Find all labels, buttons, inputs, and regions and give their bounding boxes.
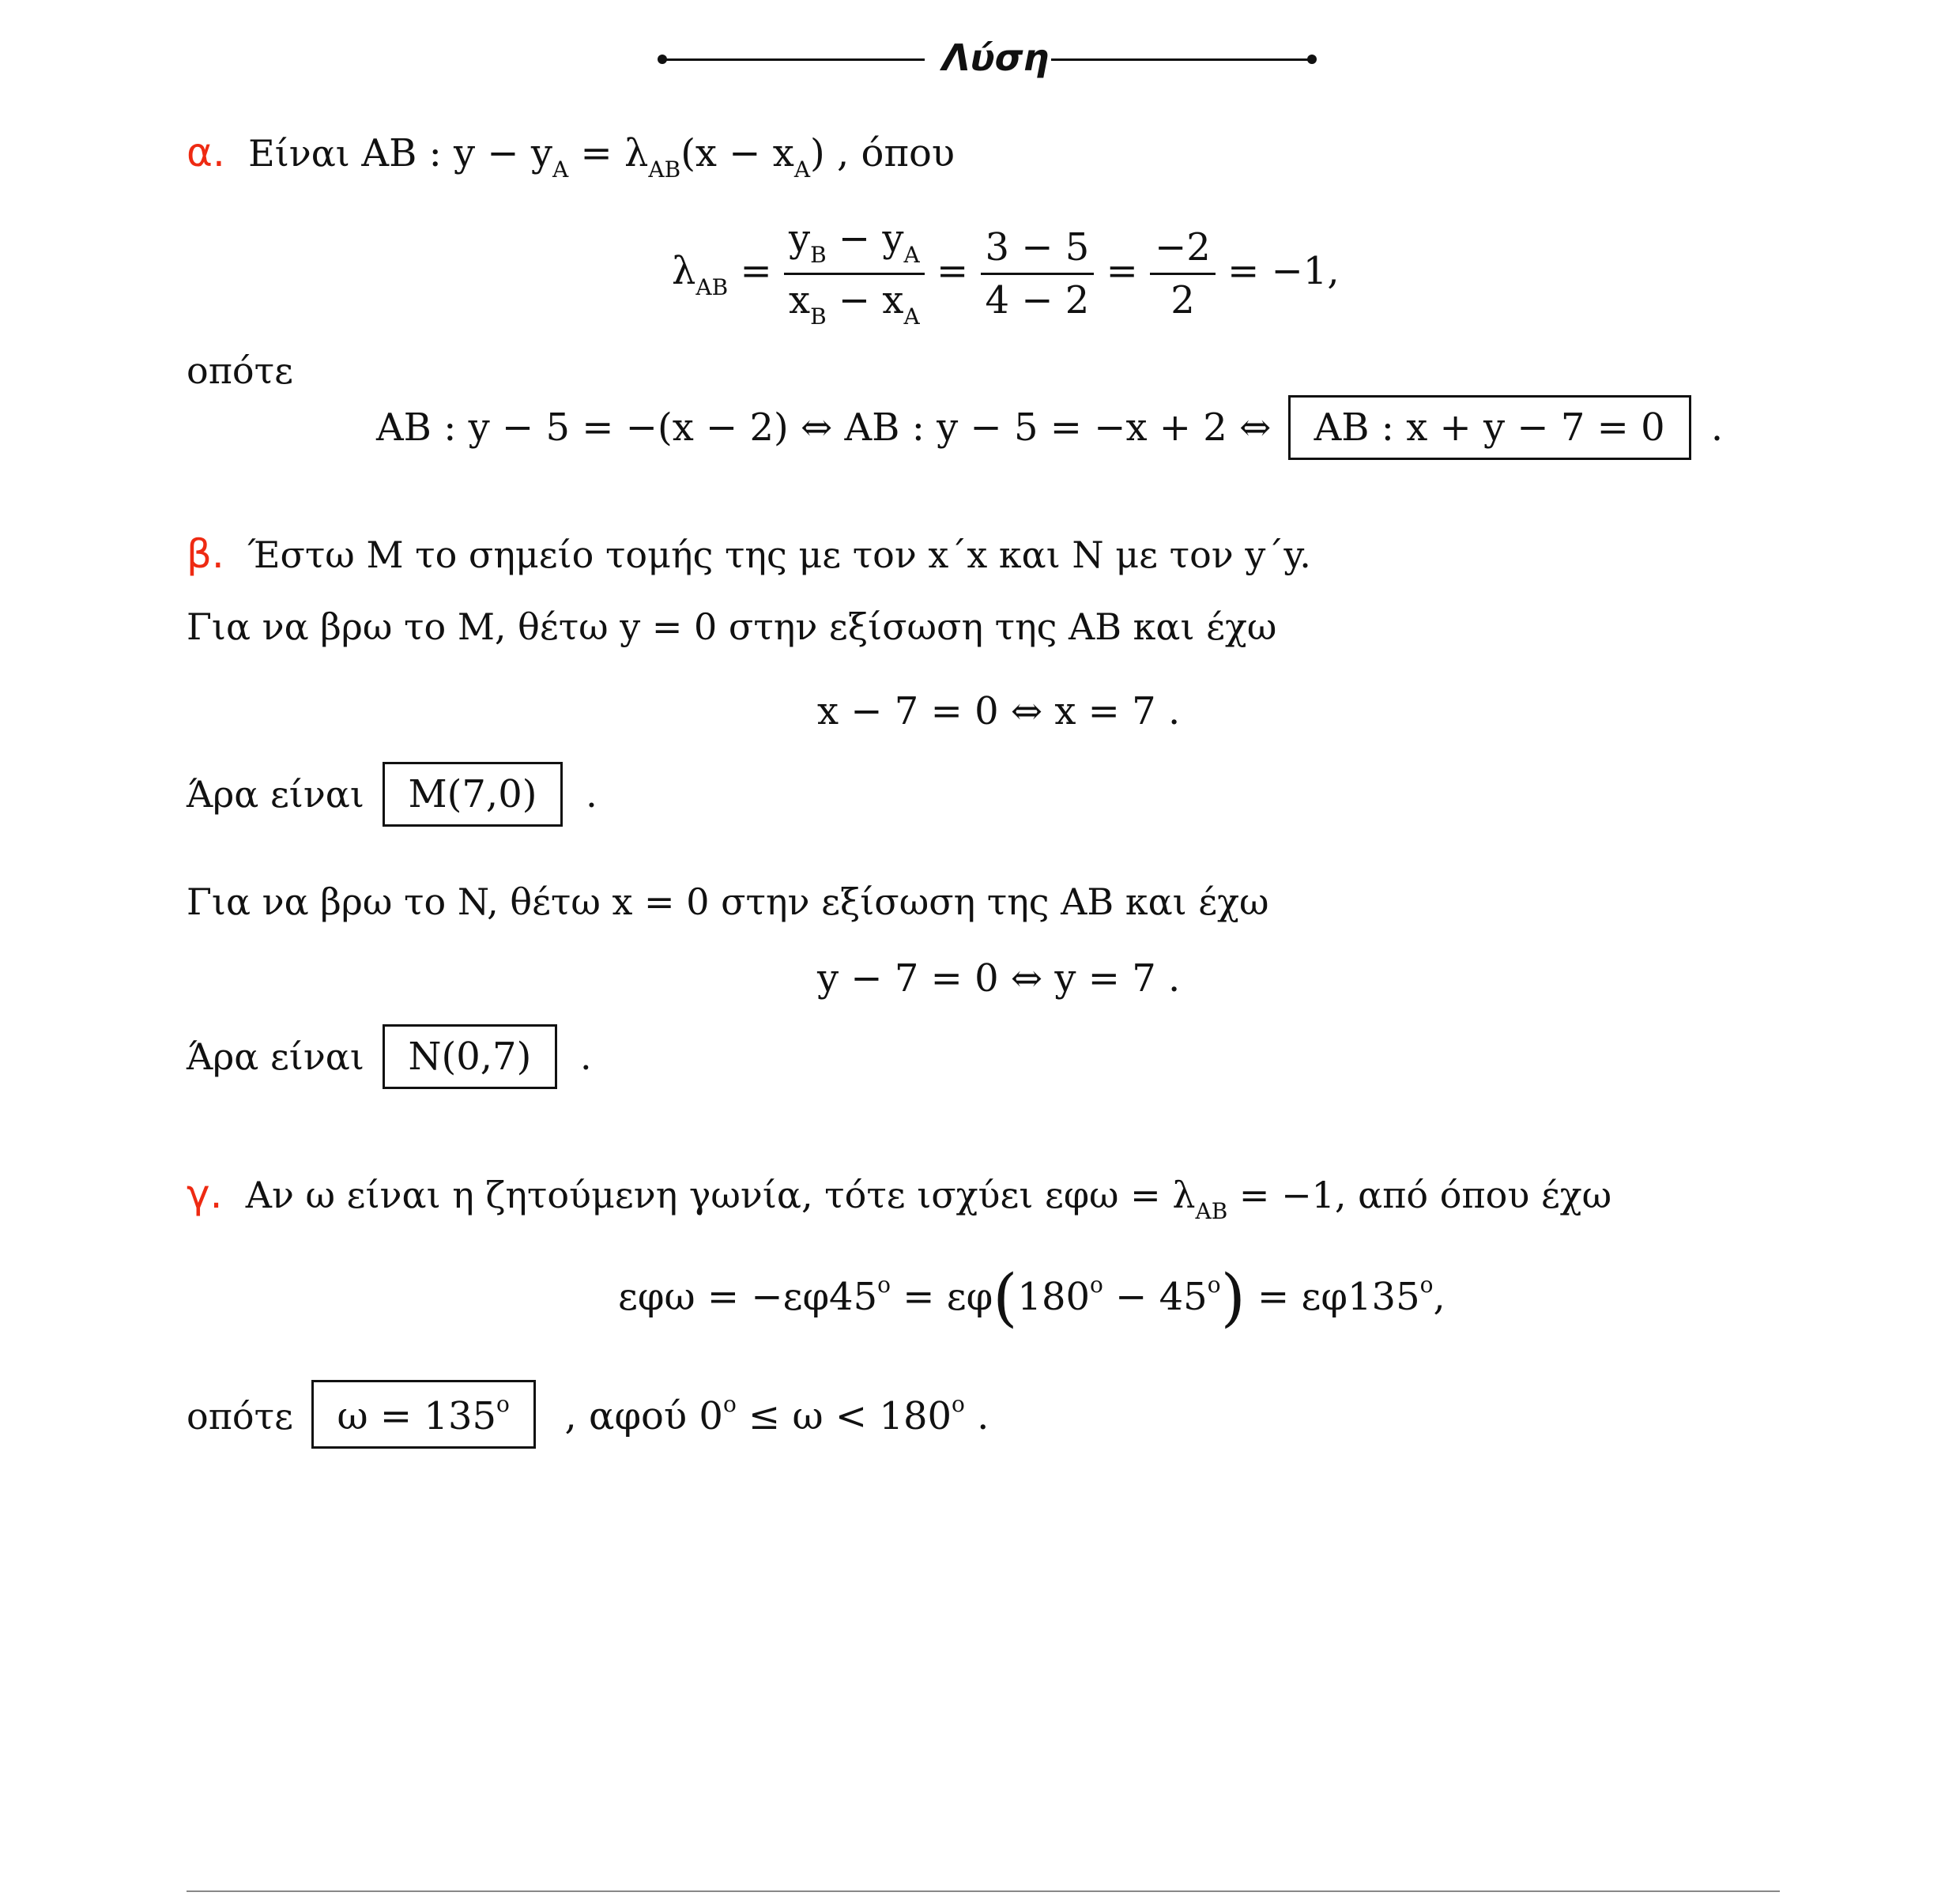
line-equation-box: AB : x + y − 7 = 0 (1288, 395, 1691, 460)
alpha-period: . (1710, 405, 1724, 450)
footer-rule (187, 1890, 1780, 1892)
angle-result-box: $\omega = 135^o$ (311, 1380, 536, 1449)
beta-result2 (187, 1024, 592, 1089)
eq-part: (x − x (680, 131, 794, 175)
gamma-result (187, 1380, 989, 1449)
gamma-opote: οπότε (187, 1395, 293, 1438)
header-right-rule (1051, 58, 1312, 61)
eq-chain-text: AB : y − 5 = −(x − 2) ⇔ AB : y − 5 = −x + 2 ⇔ (376, 405, 1272, 450)
header-title: Λύση (942, 36, 1050, 79)
gamma-text-a: Αν ω είναι η ζητούμενη γωνία, τότε ισχύει εφω = λ (245, 1174, 1196, 1216)
gamma-tail: , αφού $0^o \le \omega < 180^o$ . (564, 1391, 989, 1438)
beta-eq1: x − 7 = 0 ⇔ x = 7 . (817, 689, 1181, 733)
fraction-reduced: $\frac{-2}{2}$ (1150, 228, 1216, 319)
eq-sub: A (793, 156, 811, 183)
gamma-text-b: = −1, από όπου έχω (1227, 1174, 1612, 1216)
alpha-label: α. (187, 130, 225, 175)
eq-sub: A (552, 156, 569, 183)
beta-period: . (586, 773, 597, 816)
fraction-values: $\frac{3 - 5}{4 - 2}$ (981, 228, 1095, 319)
ara-label: Άρα είναι (187, 773, 364, 816)
fraction-slope-formula: $\frac{y_B - y_A}{x_B - x_A}$ (784, 220, 925, 328)
gamma-line1 (187, 1171, 1612, 1224)
lambda-equation: $\lambda_{AB}$ = $\frac{y_B - y_A}{x_B - x_A}$ = $\frac{3 - 5}{4 - 2}$ = $\frac{-2}{2}$ = −1, (672, 217, 1340, 330)
header-right-dot (1307, 55, 1317, 64)
beta-period: . (579, 1035, 592, 1078)
point-m-box: M(7,0) (383, 762, 564, 827)
gamma-sub: AB (1195, 1198, 1228, 1224)
header-left-rule (662, 58, 925, 61)
beta-label: β. (187, 531, 224, 577)
beta-eq2: y − 7 = 0 ⇔ y = 7 . (817, 956, 1181, 1001)
lambda-symbol: λ (672, 249, 696, 293)
ara-label: Άρα είναι (187, 1035, 364, 1078)
beta-line1-text: Έστω M το σημείο τομής της με τον x΄x και N με τον y΄y. (247, 533, 1311, 576)
eq-sub: AB (648, 156, 681, 183)
eq-part: ) , όπου (810, 131, 956, 175)
alpha-equation-chain (376, 395, 1723, 460)
gamma-tan-equation: $\varepsilon\varphi\omega = -\varepsilon\varphi 45^o = \varepsilon\varphi(180^o - 45^o) = \varepsilon\varphi 135^o$, (618, 1261, 1446, 1334)
beta-result1 (187, 762, 597, 827)
alpha-intro: Είναι (248, 132, 350, 175)
header-left-dot (658, 55, 667, 64)
eq-part: = λ (568, 131, 649, 175)
lambda-sub: AB (695, 274, 729, 300)
gamma-label: γ. (187, 1171, 223, 1217)
lambda-result: = −1, (1227, 249, 1340, 293)
eq-part: AB : y − y (361, 131, 553, 175)
alpha-opote: οπότε (187, 349, 293, 392)
alpha-line-equation (361, 131, 956, 183)
alpha-line1 (187, 130, 956, 183)
beta-line1 (187, 531, 1311, 577)
point-n-box: N(0,7) (383, 1024, 558, 1089)
beta-line2: Για να βρω το M, θέτω y = 0 στην εξίσωση της AB και έχω (187, 605, 1277, 648)
beta-line3: Για να βρω το N, θέτω x = 0 στην εξίσωση της AB και έχω (187, 880, 1269, 923)
